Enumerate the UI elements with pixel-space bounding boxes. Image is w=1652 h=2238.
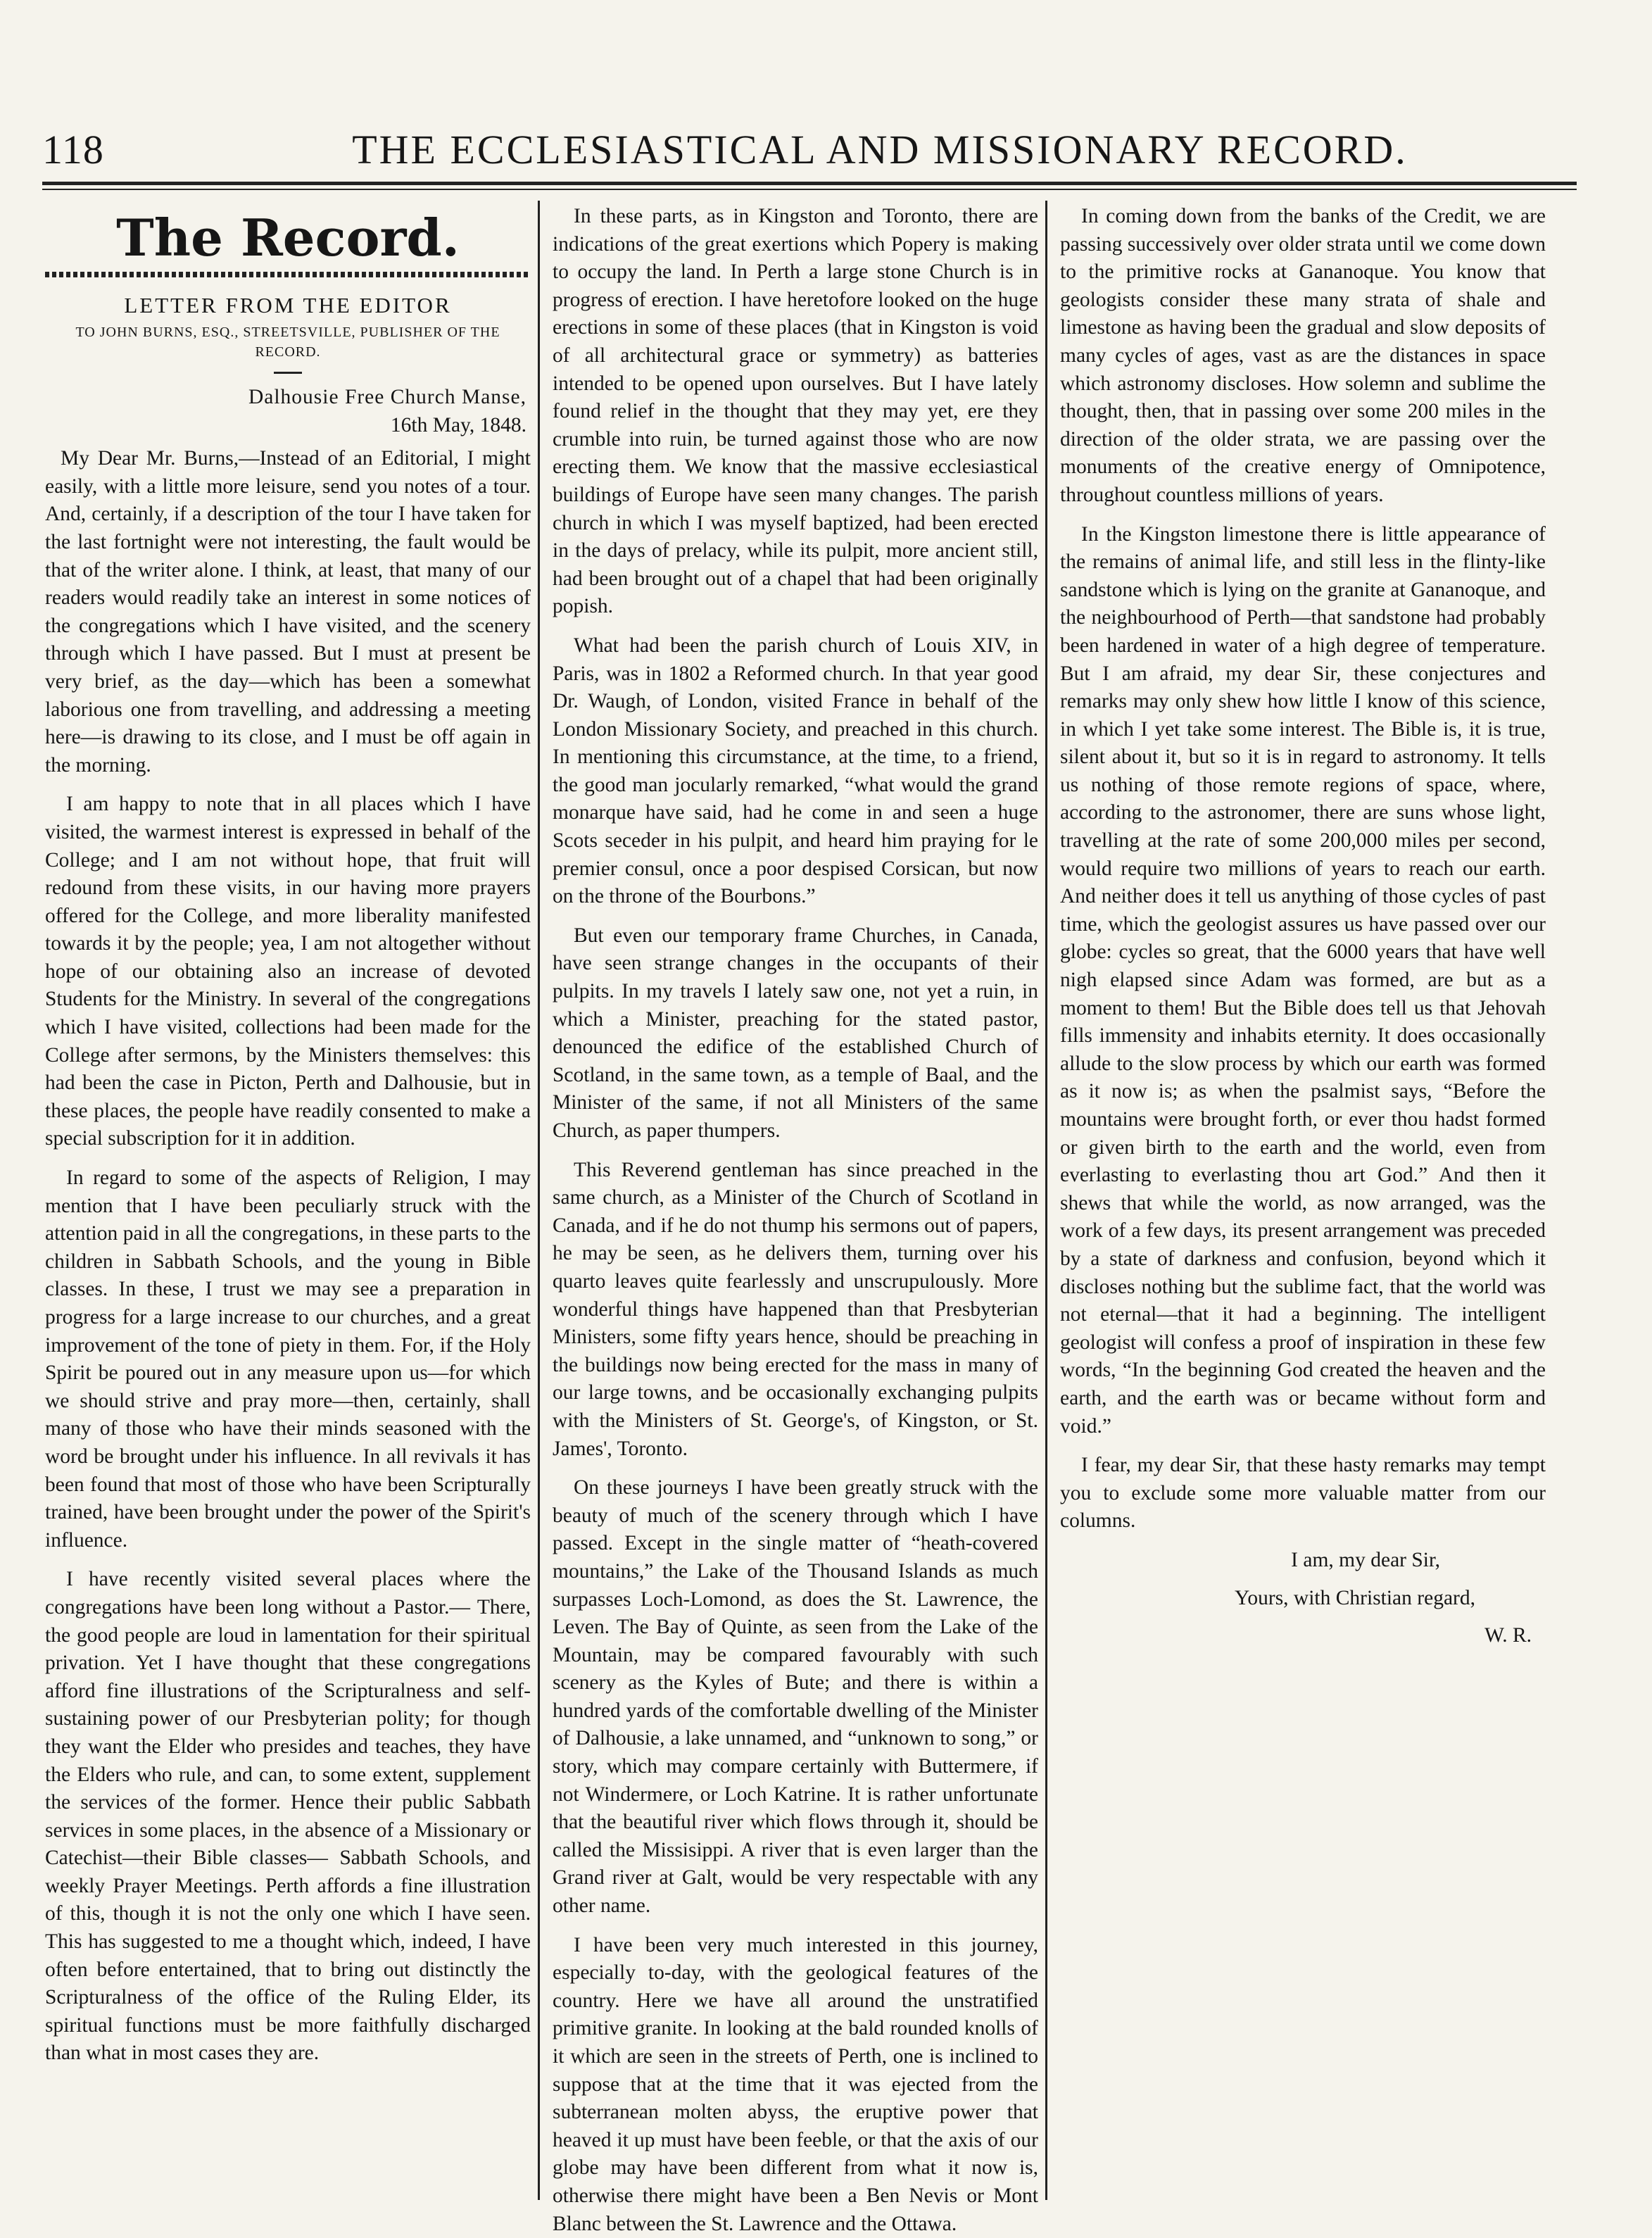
- letter-place: Dalhousie Free Church Manse,: [248, 386, 527, 408]
- paragraph: I am happy to note that in all places which I have visited, the warmest interest is expressed in behalf of the College; and I am not without hope, that fruit will redound from these visits, in our having more prayers offered for the College, and more liberality manifested towards it by the people; yea, I am not altogether without hope of our obtaining also an increase of devoted Students for the Ministry. In several of the congregations which I have visited, collections had been made for the College after sermons, by the Ministers themselves: this had been the case in Picton, Perth and Dalhousie, but in these places, the people have readily consented to make a special subscription for it in addition.: [45, 793, 531, 1150]
- signature: W. R.: [1484, 1624, 1532, 1647]
- closing-line: I am, my dear Sir,: [1291, 1548, 1440, 1571]
- paragraph: This Reverend gentleman has since preached in the same church, as a Minister of the Church of Scotland in Canada, and if he do not thump his sermons out of papers, he may be seen, as he delivers them, turning over his quarto leaves quite fearlessly and unscrupulously. More wonderful things have happened than that Presbyterian Ministers, some fifty years hence, should be preaching in the buildings now being erected for the mass in many of our large towns, and be occasionally exchanging pulpits with the Ministers of St. George's, of Kingston, or St. James', Toronto.: [553, 1158, 1038, 1460]
- paragraph: What had been the parish church of Louis XIV, in Paris, was in 1802 a Reformed church. In that year good Dr. Waugh, of London, visited France in behalf of the London Missionary Society, and preached in this church. In mentioning this circumstance, at the time, to a friend, the good man jocularly remarked, “what would the grand monarque have said, had he come in and seen a huge Scots seceder in his pulpit, and heard him praying for le premier consul, once a poor despised Corsican, but now on the throne of the Bourbons.”: [553, 634, 1038, 908]
- paragraph: I have been very much interested in this journey, especially to-day, with the geological features of the country. Here we have all around the unstratified primitive granite. In looking at the bald rounded knolls of it which are seen in the streets of Perth, one is inclined to suppose that at the time that it was ejected from the subterranean molten abyss, the eruptive power that heaved it up must have been feeble, or that the axis of our globe may have been different from what it now is, otherwise there might have been a Ben Nevis or Mont Blanc between the St. Lawrence and the Ottawa.: [553, 1933, 1038, 2235]
- paragraph: In these parts, as in Kingston and Toronto, there are indications of the great exertions which Popery is making to occupy the land. In Perth a large stone Church is in progress of erection. I have heretofore looked on the huge erections in some of these places (that in Kingston is void of all architectural grace or symmetry) as batteries intended to be opened upon ourselves. But I have lately found relief in the thought that they may yet, ere they crumble into ruin, be turned against those who are now erecting them. We know that the massive ecclesiastical buildings of Europe have seen many changes. The parish church in which I was myself baptized, had been erected in the days of prelacy, while its pulpit, more ancient still, had been brought out of a chapel that had been originally popish.: [553, 205, 1038, 618]
- column-3: [1060, 203, 1546, 2202]
- letter-date: 16th May, 1848.: [390, 413, 527, 436]
- column-divider: [538, 201, 540, 2200]
- page-number: 118: [42, 127, 104, 172]
- short-divider: [274, 372, 302, 374]
- paragraph: But even our temporary frame Churches, in Canada, have seen strange changes in the occupants of their pulpits. In my travels I lately saw one, not yet a ruin, in which a Minister, preaching for the stated pastor, denounced the edifice of the established Church of Scotland, in the same town, as a temple of Baal, and the Minister of the same, if not all Ministers of the same Church, as paper thumpers.: [553, 924, 1038, 1142]
- closing-line: Yours, with Christian regard,: [1235, 1586, 1475, 1609]
- paragraph: In the Kingston limestone there is little appearance of the remains of animal life, and still less in the flinty-like sandstone which is lying on the granite at Gananoque, and the neighbourhood of Perth—that sandstone had probably been hardened in water of a high degree of temperature. But I am afraid, my dear Sir, these conjectures and remarks may only shew how little I know of this science, in which I yet take some interest. The Bible is, it is true, silent about it, but so it is in regard to astronomy. It tells us nothing of those remote regions of space, where, according to the astronomer, there are suns whose light, travelling at the rate of some 200,000 miles per second, would require two millions of years to reach our earth. And neither does it tell us anything of those cycles of past time, which the geologist assures us have passed over our globe: cycles so great, that the 6000 years that have well nigh elapsed since Adam was formed, are but as a moment to them! But the Bible does tell us that Jehovah fills immensity and inhabits eternity. It does occasionally allude to the slow process by which our earth was formed as it now is; as when the psalmist says, “Before the mountains were brought forth, or ever thou hadst formed or given birth to the earth and the world, even from everlasting to everlasting thou art God.” And then it shews that while the world, as now arranged, was the work of a few days, its present arrangement was preceded by a state of darkness and confusion, beyond which it discloses nothing but the sublime fact, that the world was not eternal—that it had a beginning. The intelligent geologist will confess a proof of inspiration in these few words, “In the beginning God created the heaven and the earth, and the earth was or became without form and void.”: [1060, 522, 1546, 1438]
- paragraph: I have recently visited several places where the congregations have been long without a Pastor.— There, the good people are loud in lamentation for their spiritual privation. Yet I have thought that these congregations afford fine illustrations of the Scripturalness and self-sustaining power of our Presbyterian polity; for though they want the Elder who presides and teaches, they have the Elders who rule, and can, to some extent, supplement the services of the former. Hence their public Sabbath services in some places, in the absence of a Missionary or Catechist—their Bible classes— Sabbath Schools, and weekly Prayer Meetings. Perth affords a fine illustration of this, though it is not the only one which I have seen. This has suggested to me a thought which, indeed, I have often before entertained, that to bring out distinctly the Scripturalness of the office of the Ruling Elder, its spiritual functions must be more faithfully discharged than what in most cases they are.: [45, 1568, 531, 2065]
- paragraph: On these journeys I have been greatly struck with the beauty of much of the scenery through which I have passed. Except in the single matter of “heath-covered mountains,” the Lake of the Thousand Islands as much surpasses Loch-Lomond, as does the St. Lawrence, the Leven. The Bay of Quinte, as seen from the Lake of the Mountain, may be compared favourably with such scenery as the Kyles of Bute; and there is within a hundred yards of the comfortable dwelling of the Minister of Dalhousie, a lake unnamed, and “unknown to song,” or story, which may compare certainly with Buttermere, if not Windermere, or Loch Katrine. It is rather unfortunate that the beautiful river which flows through it, should be called the Missisippi. A river that is even larger than the Grand river at Galt, would be very respectable with any other name.: [553, 1476, 1038, 1918]
- header-rule: [42, 182, 1577, 185]
- letter-addressee: TO JOHN BURNS, ESQ., STREETSVILLE, PUBLISHER OF THE RECORD.: [75, 325, 500, 360]
- letter-closing: [1060, 1547, 1546, 1650]
- section-masthead: The Record.: [116, 208, 460, 268]
- paragraph: My Dear Mr. Burns,—Instead of an Editorial, I might easily, with a little more leisure, send you notes of a tour. And, certainly, if a description of the tour I have taken for the last fortnight were not interesting, the fault would be that of the writer alone. I think, at least, that many of our readers would readily take an interest in some notices of the congregations which I have visited, and the scenery through which I have passed. But I must at present be very brief, as the day—which has been a somewhat laborious one from travelling, and addressing a meeting here—is drawing to its close, and I must be off again in the morning.: [45, 447, 531, 777]
- letter-heading: LETTER FROM THE EDITOR: [124, 293, 452, 318]
- wavy-divider: [45, 272, 531, 277]
- journal-title: THE ECCLESIASTICAL AND MISSIONARY RECORD.: [352, 127, 1408, 172]
- column-2: [553, 203, 1038, 2235]
- running-head: [42, 125, 1577, 175]
- paragraph: In regard to some of the aspects of Religion, I may mention that I have been peculiarly struck with the attention paid in all the congregations, in these parts to the children in Sabbath Schools, and the young in Bible classes. In these, I trust we may see a preparation in progress for a large increase to our churches, and a great improvement of the tone of piety in them. For, if the Holy Spirit be poured out in any measure upon us—for which we should strive and pray more—then, certainly, shall many of those who have their minds seasoned with the word be brought under his influence. In all revivals it has been found that most of those who have been Scripturally trained, have been brought under the power of the Spirit's influence.: [45, 1167, 531, 1552]
- header-rule-thin: [42, 189, 1577, 190]
- column-1: [45, 203, 531, 2202]
- paragraph: I fear, my dear Sir, that these hasty remarks may tempt you to exclude some more valuable matter from our columns.: [1060, 1454, 1546, 1533]
- paragraph: In coming down from the banks of the Credit, we are passing successively over older strata until we come down to the primitive rocks at Gananoque. You know that geologists consider these many strata of shale and limestone as having been the gradual and slow deposits of many cycles of ages, vast as are the distances in space which astronomy discloses. How solemn and sublime the thought, then, that in passing over some 200 miles in the direction of the older strata, we are passing over the monuments of the creative energy of Omnipotence, throughout countless millions of years.: [1060, 205, 1546, 506]
- column-divider: [1045, 201, 1047, 2200]
